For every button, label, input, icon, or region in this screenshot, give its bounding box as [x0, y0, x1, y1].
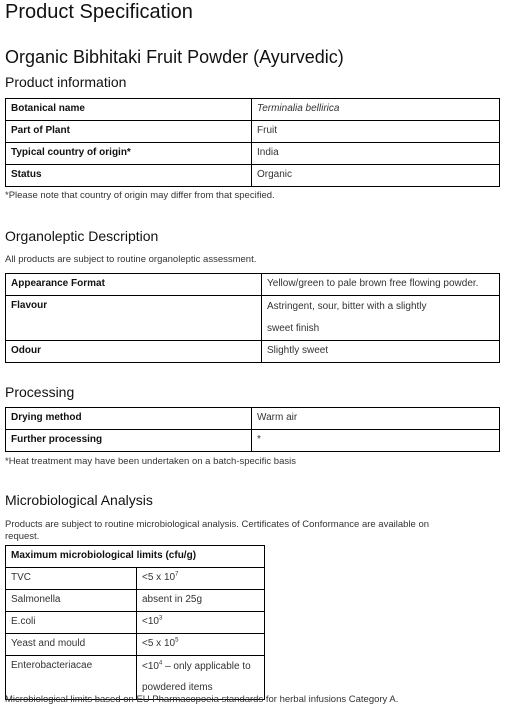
- tvc-label: TVC: [6, 568, 137, 590]
- product-info-heading: Product information: [5, 74, 127, 90]
- tvc-value-exponent: 7: [175, 571, 179, 578]
- yeast-mould-label: Yeast and mould: [6, 634, 137, 656]
- table-row: [6, 590, 265, 612]
- appearance-value: Yellow/green to pale brown free flowing powder.: [262, 274, 500, 296]
- yeast-mould-value-base: <5 x 10: [142, 638, 176, 649]
- ecoli-value-exponent: 3: [158, 615, 163, 622]
- micro-footnote: Microbiological limits based on EU Pharmacopoeia standards for herbal infusions Category A.: [5, 694, 399, 705]
- further-processing-value: *: [252, 430, 500, 452]
- table-row: [6, 408, 500, 430]
- ecoli-value: [137, 612, 265, 634]
- micro-heading: Microbiological Analysis: [5, 492, 153, 508]
- organoleptic-intro: All products are subject to routine organoleptic assessment.: [5, 254, 257, 265]
- ecoli-value-base: <10: [142, 616, 159, 627]
- table-row: [6, 612, 265, 634]
- botanical-name-value: Terminalia bellirica: [252, 99, 500, 121]
- micro-intro-line2: request.: [5, 531, 40, 542]
- odour-value: Slightly sweet: [262, 341, 500, 363]
- origin-note: *Please note that country of origin may differ from that specified.: [5, 190, 275, 201]
- table-row: [6, 296, 500, 341]
- table-row: [6, 274, 500, 296]
- product-info-table: [5, 98, 500, 187]
- enterobacteriacae-value-line2: powdered items: [142, 682, 213, 693]
- part-of-plant-value: Fruit: [252, 121, 500, 143]
- processing-heading: Processing: [5, 384, 75, 400]
- table-row: [6, 99, 500, 121]
- salmonella-value: absent in 25g: [137, 590, 265, 612]
- salmonella-label: Salmonella: [6, 590, 137, 612]
- table-row: [6, 656, 265, 700]
- table-row: [6, 430, 500, 452]
- flavour-value-line1: Astringent, sour, bitter with a slightly: [267, 301, 427, 312]
- enterobacteriacae-value-exponent: 4: [158, 660, 163, 667]
- botanical-name-label: Botanical name: [6, 99, 252, 121]
- enterobacteriacae-value-base: <10: [142, 661, 159, 672]
- ecoli-label: E.coli: [6, 612, 137, 634]
- yeast-mould-value-exponent: 5: [175, 637, 179, 644]
- status-label: Status: [6, 165, 252, 187]
- table-row: [6, 143, 500, 165]
- odour-label: Odour: [6, 341, 262, 363]
- micro-table-header: Maximum microbiological limits (cfu/g): [6, 546, 265, 568]
- appearance-label: Appearance Format: [6, 274, 262, 296]
- page-title: Product Specification: [5, 1, 193, 23]
- further-processing-label: Further processing: [6, 430, 252, 452]
- enterobacteriacae-label: Enterobacteriacae: [6, 656, 137, 700]
- table-row: [6, 121, 500, 143]
- micro-intro: [5, 519, 429, 543]
- product-name: Organic Bibhitaki Fruit Powder (Ayurvedic): [5, 47, 344, 67]
- part-of-plant-label: Part of Plant: [6, 121, 252, 143]
- flavour-value-line2: sweet finish: [267, 323, 320, 334]
- micro-table: [5, 545, 265, 700]
- enterobacteriacae-value: [137, 656, 265, 700]
- enterobacteriacae-value-rest: – only applicable to: [162, 661, 251, 672]
- tvc-value: [137, 568, 265, 590]
- drying-method-label: Drying method: [6, 408, 252, 430]
- tvc-value-base: <5 x 10: [142, 572, 176, 583]
- processing-table: [5, 407, 500, 452]
- table-row: [6, 568, 265, 590]
- country-of-origin-label: Typical country of origin*: [6, 143, 252, 165]
- organoleptic-table: [5, 273, 500, 363]
- table-row: [6, 165, 500, 187]
- table-row: [6, 634, 265, 656]
- status-value: Organic: [252, 165, 500, 187]
- country-of-origin-value: India: [252, 143, 500, 165]
- yeast-mould-value: [137, 634, 265, 656]
- table-row: [6, 546, 265, 568]
- table-row: [6, 341, 500, 363]
- drying-method-value: Warm air: [252, 408, 500, 430]
- heat-treatment-note: *Heat treatment may have been undertaken on a batch-specific basis: [5, 456, 296, 467]
- flavour-label: Flavour: [6, 296, 262, 341]
- flavour-value: [262, 296, 500, 341]
- micro-intro-line1: Products are subject to routine microbiological analysis. Certificates of Conformance are available on: [5, 519, 430, 530]
- organoleptic-heading: Organoleptic Description: [5, 228, 159, 244]
